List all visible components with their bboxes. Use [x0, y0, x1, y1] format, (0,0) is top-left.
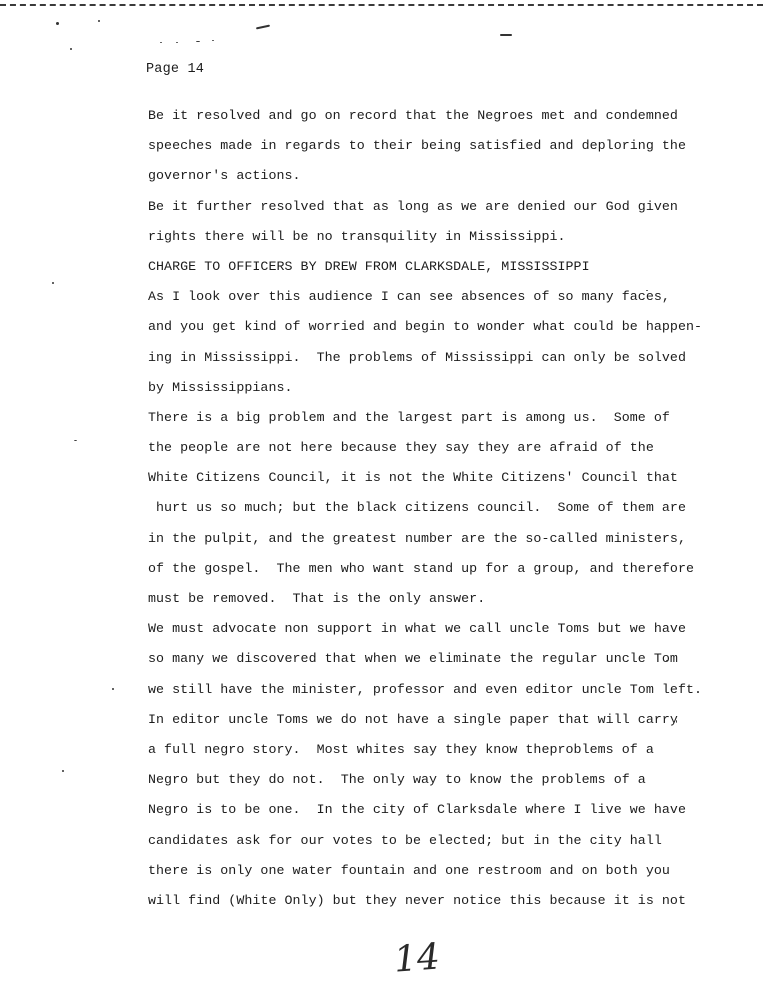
document-body — [148, 104, 703, 919]
text-line: hurt us so much; but the black citizens council. Some of them are — [148, 500, 686, 516]
text-line: As I look over this audience I can see absences of so many faces, — [148, 289, 670, 305]
handwritten-page-number: 14 — [392, 936, 442, 981]
text-line: we still have the minister, professor and even editor uncle Tom left. — [148, 681, 703, 697]
text-line: We must advocate non support in what we call uncle Toms but we have — [148, 621, 686, 637]
text-line: by Mississippians. — [148, 379, 293, 395]
text-line: a full negro story. Most whites say they know theproblems of a — [148, 741, 654, 757]
text-line: speeches made in regards to their being satisfied and deploring the — [148, 138, 686, 154]
text-line: ing in Mississippi. The problems of Mississippi can only be solved — [148, 349, 686, 365]
text-line: Be it further resolved that as long as we are denied our God given — [148, 198, 678, 214]
text-line: of the gospel. The men who want stand up for a group, and therefore — [148, 560, 695, 576]
section-heading: CHARGE TO OFFICERS BY DREW FROM CLARKSDALE, MISSISSIPPI — [148, 258, 590, 274]
text-line: candidates ask for our votes to be elected; but in the city hall — [148, 832, 662, 848]
text-line: the people are not here because they say they are afraid of the — [148, 440, 654, 456]
page-label: Page 14 — [146, 62, 205, 77]
text-line: White Citizens Council, it is not the White Citizens' Council that — [148, 470, 678, 486]
text-line: will find (White Only) but they never notice this because it is not — [148, 892, 686, 908]
text-line: Negro but they do not. The only way to know the problems of a — [148, 772, 646, 788]
text-line: There is a big problem and the largest part is among us. Some of — [148, 409, 670, 425]
text-line: there is only one water fountain and one restroom and on both you — [148, 862, 670, 878]
text-line: governor's actions. — [148, 168, 301, 184]
text-line: and you get kind of worried and begin to wonder what could be happen- — [148, 319, 703, 335]
text-line: Be it resolved and go on record that the Negroes met and condemned — [148, 108, 678, 123]
text-line: in the pulpit, and the greatest number are the so-called ministers, — [148, 530, 686, 546]
page-top-edge — [0, 4, 763, 6]
text-line: must be removed. That is the only answer. — [148, 591, 486, 606]
text-line: Negro is to be one. In the city of Clarksdale where I live we have — [148, 802, 686, 818]
text-line: rights there will be no transquility in Mississippi. — [148, 228, 566, 244]
text-line: In editor uncle Toms we do not have a single paper that will carry — [148, 711, 678, 727]
text-line: so many we discovered that when we eliminate the regular uncle Tom — [148, 651, 678, 667]
